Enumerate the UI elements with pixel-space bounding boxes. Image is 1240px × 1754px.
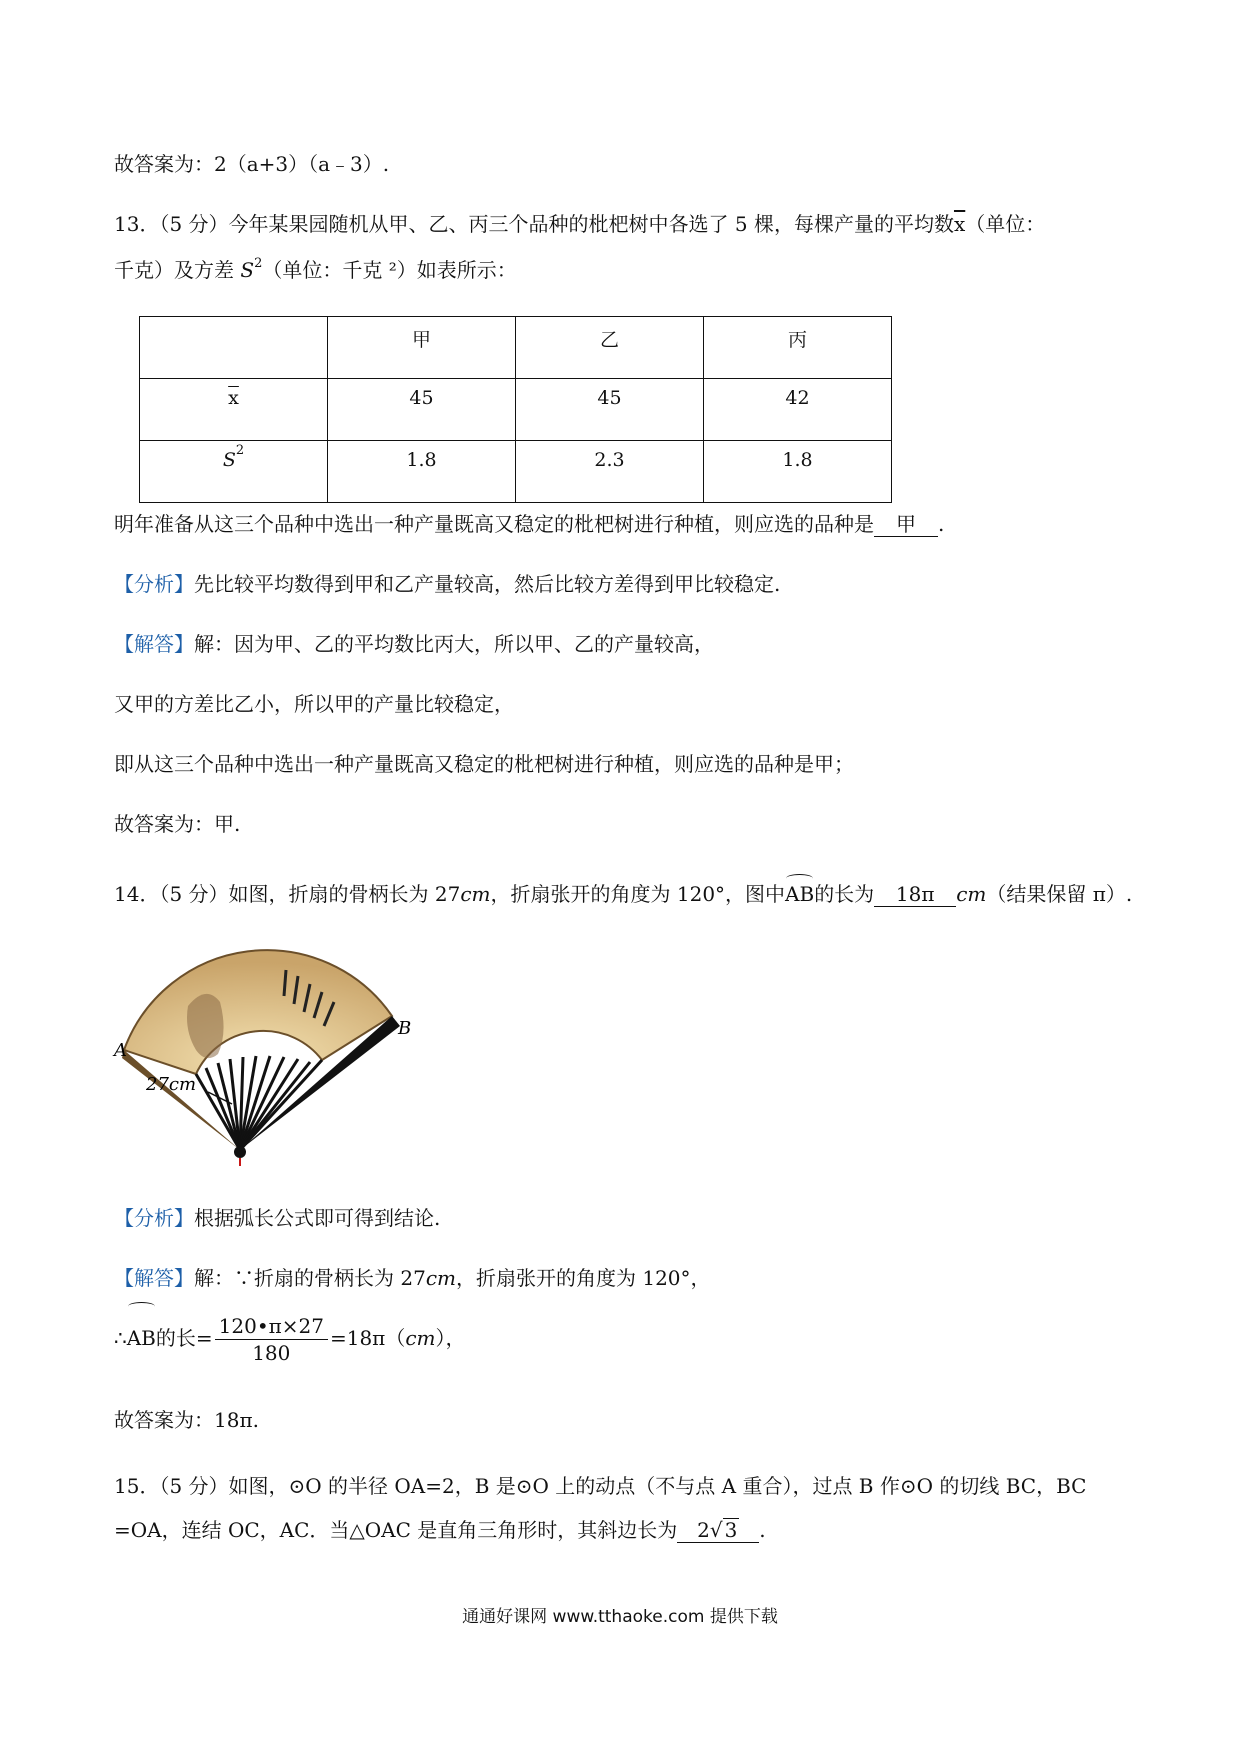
q14-solution: 【解答】解：∵折扇的骨柄长为 27cm，折扇张开的角度为 120°，: [114, 1266, 711, 1290]
table-cell: 1.8: [704, 441, 892, 503]
table-cell: 1.8: [328, 441, 516, 503]
q13-line1: 13．（5 分）今年某果园随机从甲、乙、丙三个品种的枇杷树中各选了 5 棵，每棵产量的平均数$\overline{x}$（单位：: [114, 212, 1046, 236]
table-cell: 2.3: [516, 441, 704, 503]
table-cell: 丙: [704, 317, 892, 379]
table-cell: [140, 317, 328, 379]
answer-blank: 2√ 3: [677, 1518, 759, 1543]
label-a: A: [114, 1040, 127, 1061]
q14-formula: ∴AB的长= $\frac{120•\pi\times 27}{180}$ =18π（cm），: [114, 1308, 466, 1368]
label-b: B: [398, 1018, 412, 1039]
q15-line2: =OA，连结 OC，AC．当△OAC 是直角三角形时，其斜边长为 2√ 3 .: [114, 1518, 766, 1542]
folding-fan-figure: [110, 926, 430, 1166]
q13-answer: 故答案为：甲.: [114, 812, 241, 836]
q13-solution-3: 即从这三个品种中选出一种产量既高又稳定的枇杷树进行种植，则应选的品种是甲；: [114, 752, 854, 776]
label-length: 27cm: [146, 1074, 197, 1095]
q13-analysis: 【分析】先比较平均数得到甲和乙产量较高，然后比较方差得到甲比较稳定.: [114, 572, 781, 596]
fraction: $\frac{120•\pi\times 27}{180}$: [215, 1313, 328, 1366]
table-row: [140, 441, 892, 503]
q13-solution-2: 又甲的方差比乙小，所以甲的产量比较稳定，: [114, 692, 514, 716]
q13-line2: 千克）及方差 $S^2$（单位：千克 ²）如表所示：: [114, 256, 517, 282]
table-cell: 甲: [328, 317, 516, 379]
table-cell: $\overline{x}$: [140, 379, 328, 441]
answer-blank: 甲: [874, 512, 938, 537]
q14-answer: 故答案为：18π.: [114, 1408, 259, 1432]
data-table: [139, 316, 892, 503]
page-footer: 通通好课网 www.tthaoke.com 提供下载: [462, 1607, 778, 1627]
table-row: [140, 379, 892, 441]
q13-question: 明年准备从这三个品种中选出一种产量既高又稳定的枇杷树进行种植，则应选的品种是 甲 .: [114, 512, 945, 536]
prev-answer: 故答案为：2（a+3）（a﹣3）.: [114, 152, 390, 176]
table-cell: $S^2$: [140, 441, 328, 503]
fan-pivot: [234, 1146, 246, 1158]
xbar: $\overline{x}$: [953, 212, 966, 236]
table-row: [140, 317, 892, 379]
q14-analysis: 【分析】根据弧长公式即可得到结论.: [114, 1206, 441, 1230]
fan-ribs: [196, 1056, 322, 1150]
table-cell: 乙: [516, 317, 704, 379]
answer-blank: 18π: [874, 882, 956, 907]
q14-question: 14．（5 分）如图，折扇的骨柄长为 27cm，折扇张开的角度为 120°，图中AB的长为 18π cm（结果保留 π）.: [114, 882, 1133, 906]
q15-line1: 15．（5 分）如图，⊙O 的半径 OA=2，B 是⊙O 上的动点（不与点 A 重合），过点 B 作⊙O 的切线 BC，BC: [114, 1474, 1087, 1498]
table-cell: 42: [704, 379, 892, 441]
table-cell: 45: [328, 379, 516, 441]
table-cell: 45: [516, 379, 704, 441]
arc-ab: AB: [785, 882, 815, 906]
q13-solution: 【解答】解：因为甲、乙的平均数比丙大，所以甲、乙的产量较高，: [114, 632, 714, 656]
